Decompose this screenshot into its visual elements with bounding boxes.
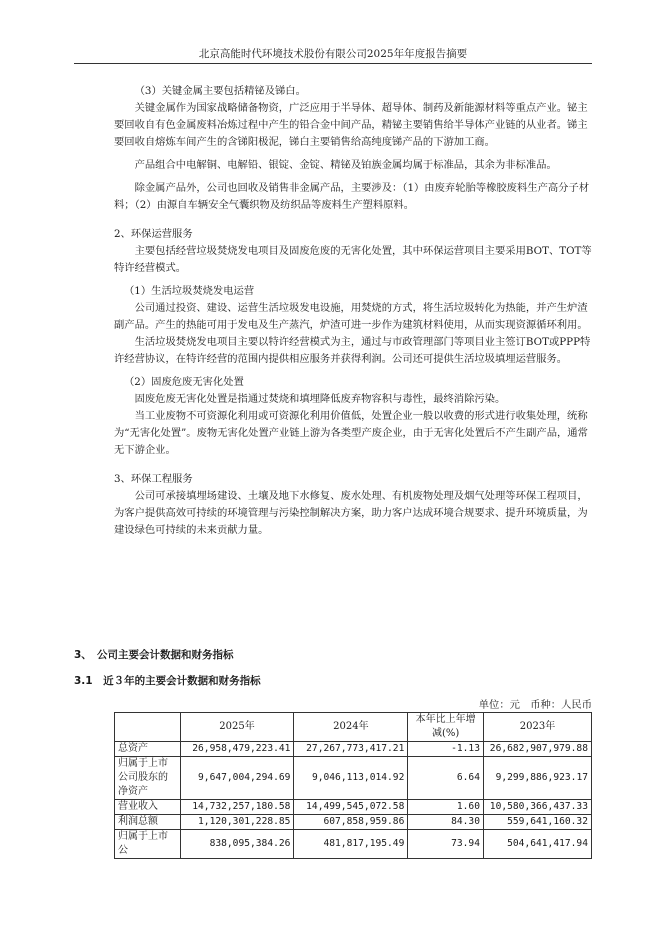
table-cell: 9,647,004,294.69 <box>180 757 294 800</box>
table-header-cell: 2024年 <box>294 713 408 742</box>
table-cell: 26,682,907,979.88 <box>483 742 591 757</box>
row-label: 归属于上市公 <box>115 830 181 859</box>
table-header-row <box>115 713 592 742</box>
header-divider <box>74 63 592 64</box>
table-cell: 26,958,479,223.41 <box>180 742 294 757</box>
paragraph-standard-products: 产品组合中电解铜、电解铅、银锭、金锭、精铋及铂族金属均属于标准品，其余为非标准品。 <box>134 159 557 171</box>
table-cell: 73.94 <box>408 830 484 859</box>
paragraph-waste-incineration: 公司通过投资、建设、运营生活垃圾发电设施，用焚烧的方式，将生活垃圾转化为热能，并产生炉渣副产品。产生的热能可用于发电及生产蒸汽，炉渣可进一步作为建筑材料使用，从而实现资源循环利用。 <box>114 302 588 331</box>
table-cell: 504,641,417.94 <box>483 830 591 859</box>
paragraph-harmless-disposal: 当工业废物不可资源化利用或可资源化利用价值低，处置企业一般以收费的形式进行收集处理，统称为“无害化处置”。废物无害化处置产业链上游为各类型产废企业，由于无害化处置后不产生副产品，通常无下游企业。 <box>114 410 588 456</box>
row-label: 营业收入 <box>115 800 181 815</box>
table-header-cell: 2023年 <box>483 713 591 742</box>
table-row <box>115 742 592 757</box>
table-cell: 607,858,959.86 <box>294 815 408 830</box>
section-heading-financial-data: 3、 公司主要会计数据和财务指标 <box>74 649 234 661</box>
table-cell: 838,095,384.26 <box>180 830 294 859</box>
heading-engineering-services: 3、环保工程服务 <box>114 473 193 485</box>
table-cell: 84.30 <box>408 815 484 830</box>
paragraph-environmental-operations: 主要包括经营垃圾焚烧发电项目及固废危废的无害化处置，其中环保运营项目主要采用BOT、TOT等特许经营模式。 <box>114 245 592 274</box>
paragraph-key-metals: 关键金属作为国家战略储备物资，广泛应用于半导体、超导体、制药及新能源材料等重点产业。铋主要回收自有色金属废料冶炼过程中产生的铅合金中间产品，精铋主要销售给半导体产业链的从业者。锑主要回收自熔炼车间产生的含锑阳极泥，锑白主要销售给高纯度锑产品的下游加工商。 <box>114 102 588 148</box>
subheading-hazardous-disposal: （2）固废危废无害化处置 <box>124 376 244 388</box>
heading-environmental-operations: 2、环保运营服务 <box>114 228 193 240</box>
subheading-waste-incineration: （1）生活垃圾焚烧发电运营 <box>124 285 255 297</box>
unit-currency-note: 单位：元 币种：人民币 <box>478 699 592 711</box>
table-cell: 559,641,160.32 <box>483 815 591 830</box>
table-header-cell: 2025年 <box>180 713 294 742</box>
table-header-cell <box>115 713 181 742</box>
subheading-key-metals: （3）关键金属主要包括精铋及锑白。 <box>134 85 306 97</box>
table-row <box>115 800 592 815</box>
row-label: 归属于上市公司股东的净资产 <box>115 757 181 800</box>
table-cell: 9,046,113,014.92 <box>294 757 408 800</box>
table-cell: 1.60 <box>408 800 484 815</box>
row-label: 利润总额 <box>115 815 181 830</box>
table-cell: 481,817,195.49 <box>294 830 408 859</box>
table-header-cell: 本年比上年增减(%) <box>408 713 484 742</box>
page-header: 北京高能时代环境技术股份有限公司2025年年度报告摘要 <box>198 48 468 60</box>
table-cell: 9,299,886,923.17 <box>483 757 591 800</box>
financial-data-table <box>114 712 592 859</box>
table-cell: 6.64 <box>408 757 484 800</box>
paragraph-non-metal-products: 除金属产品外，公司也回收及销售非金属产品，主要涉及：（1）由废弃轮胎等橡胶废料生产高分子材料；（2）由源自车辆安全气囊织物及纺织品等废料生产塑料原料。 <box>114 182 590 211</box>
table-cell: 14,732,257,180.58 <box>180 800 294 815</box>
table-cell: 27,267,773,417.21 <box>294 742 408 757</box>
table-row <box>115 757 592 800</box>
paragraph-hazardous-disposal: 固废危废无害化处置是指通过焚烧和填埋降低废弃物容积与毒性，最终消除污染。 <box>134 393 506 405</box>
table-cell: 14,499,545,072.58 <box>294 800 408 815</box>
table-row <box>115 815 592 830</box>
table-cell: 1,120,301,228.85 <box>180 815 294 830</box>
row-label: 总资产 <box>115 742 181 757</box>
table-row <box>115 830 592 859</box>
paragraph-engineering-services: 公司可承接填埋场建设、土壤及地下水修复、废水处理、有机废物处理及烟气处理等环保工程项目，为客户提供高效可持续的环境管理与污染控制解决方案，助力客户达成环境合规要求、提升环境质量，为建设绿色可持续的未来贡献力量。 <box>114 490 588 536</box>
section-heading-three-year-data: 3.1 近３年的主要会计数据和财务指标 <box>74 675 261 687</box>
table-cell: 10,580,366,437.33 <box>483 800 591 815</box>
paragraph-bot-ppp: 生活垃圾焚烧发电项目主要以特许经营模式为主，通过与市政管理部门等项目业主签订BOT或PPP特许经营协议，在特许经营的范围内提供相应服务并获得利润。公司还可提供生活垃圾填埋运营服务。 <box>114 336 591 365</box>
body-content <box>114 83 592 539</box>
table-cell: -1.13 <box>408 742 484 757</box>
